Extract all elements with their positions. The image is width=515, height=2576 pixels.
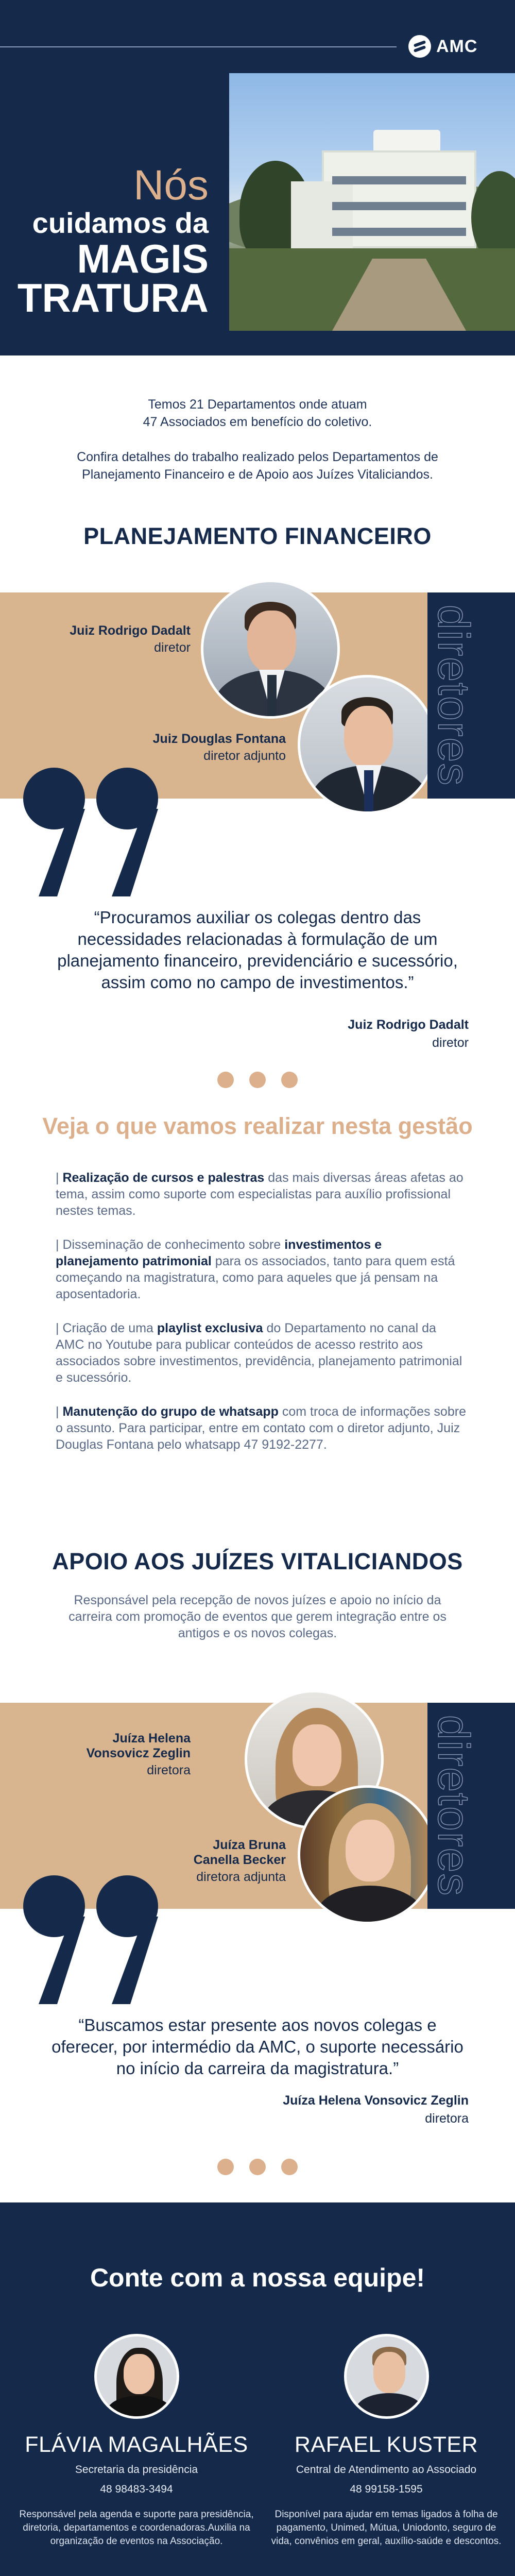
intro-line2: 47 Associados em benefício do coletivo. <box>143 415 372 429</box>
plan-item: | Disseminação de conhecimento sobre investimentos e planejamento patrimonial para os associados, tanto para quem está começando na magistratura, como para aqueles que já pensam na aposentadoria. <box>56 1238 455 1301</box>
director-name: Juiz Rodrigo Dadalt <box>70 623 191 638</box>
hero-title-line3b: TRATURA <box>17 275 209 320</box>
quote-author-apoio <box>283 2093 469 2126</box>
team-member-role: Central de Atendimento ao Associado <box>296 2464 477 2476</box>
team-member-phone[interactable]: 48 99158-1595 <box>350 2483 423 2495</box>
director-role-apoio: diretora <box>147 1763 191 1777</box>
quote-author-name: Juiz Rodrigo Dadalt <box>348 1018 469 1032</box>
team-member-avatar <box>94 2334 179 2419</box>
director-name-line1: Juíza Helena <box>112 1731 191 1745</box>
deputy-card-apoio <box>194 1838 286 1885</box>
quote-author-role: diretor <box>432 1036 469 1050</box>
quote-author-name: Juíza Helena Vonsovicz Zeglin <box>283 2093 469 2108</box>
plan-item: | Criação de uma playlist exclusiva do Departamento no canal da AMC no Youtube para publicar conteúdos de acesso restrito aos associados sobre investimentos, previdência, planejamento patrimonial e sucessório. <box>56 1321 462 1385</box>
band-side-panel <box>427 592 515 799</box>
director-card-apoio <box>87 1731 191 1778</box>
hero-title-line1: Nós <box>133 162 209 209</box>
directors-vertical-label: diretores <box>428 604 478 787</box>
deputy-director-role: diretor adjunto <box>203 749 286 763</box>
quote-planejamento: “Procuramos auxiliar os colegas dentro das necessidades relacionadas à formulação de um planejamento financeiro, previdenciário e sucessório, assim como no campo de investimentos.” <box>57 908 458 992</box>
director-role: diretor <box>154 640 191 655</box>
plan-item: | Manutenção do grupo de whatsapp com troca de informações sobre o assunto. Para participar, entre em contato com o diretor adjunto, Juiz Douglas Fontana pelo whatsapp 47 9192-2277. <box>56 1404 466 1452</box>
divider-dots <box>0 2159 515 2175</box>
team-member-role: Secretaria da presidência <box>75 2464 198 2476</box>
intro-line1: Temos 21 Departamentos onde atuam <box>148 397 367 412</box>
amc-logo[interactable] <box>408 35 477 58</box>
quote-author-role: diretora <box>425 2111 469 2126</box>
directors-vertical-label: diretores <box>428 1715 478 1897</box>
band-side-panel <box>427 1703 515 1909</box>
director-name-line2: Vonsovicz Zeglin <box>86 1746 191 1760</box>
deputy-name-line2: Canella Becker <box>193 1853 286 1867</box>
director-card <box>70 623 191 655</box>
team-member-description: Responsável pela agenda e suporte para presidência, diretoria, departamentos e coordenadoras.Auxilia na organização de eventos na Associação. <box>19 2509 254 2547</box>
intro-line3: Confira detalhes do trabalho realizado pelos Departamentos de <box>77 450 438 464</box>
plans-list <box>56 1170 468 1470</box>
deputy-role-apoio: diretora adjunta <box>196 1870 286 1884</box>
deputy-photo-apoio <box>298 1785 437 1924</box>
team-member-phone[interactable]: 48 98483-3494 <box>100 2483 173 2495</box>
plans-title: Veja o que vamos realizar nesta gestão <box>42 1113 473 1139</box>
deputy-director-name: Juiz Douglas Fontana <box>152 732 286 746</box>
team-member-name: RAFAEL KUSTER <box>294 2432 478 2457</box>
hero-title <box>0 162 209 320</box>
apoio-description: Responsável pela recepção de novos juízes e apoio no início da carreira com promoção de eventos que gerem integração entre os antigos e os novos colegas. <box>68 1593 447 1640</box>
deputy-director-card <box>153 732 286 764</box>
deputy-director-photo <box>298 675 437 814</box>
team-member-avatar <box>344 2334 429 2419</box>
divider-dots <box>0 1072 515 1088</box>
quote-apoio: “Buscamos estar presente aos novos colegas e oferecer, por intermédio da AMC, o suporte necessário no início da carreira da magistratura.” <box>52 2015 464 2078</box>
team-title: Conte com a nossa equipe! <box>90 2263 425 2292</box>
quote-mark-icon <box>23 1875 158 2009</box>
quote-author-planejamento <box>348 1018 469 1050</box>
team-section <box>0 2202 515 2576</box>
team-member-name: FLÁVIA MAGALHÃES <box>25 2432 248 2457</box>
hero-divider <box>0 46 397 47</box>
hero-title-line2: cuidamos da <box>32 207 209 239</box>
quote-mark-icon <box>23 768 158 902</box>
intro-text <box>52 396 464 483</box>
team-member-description: Disponível para ajudar em temas ligados à folha de pagamento, Unimed, Mútua, Uniodonto, seguro de vida, convênios em geral, auxílio-saúde e descontos. <box>271 2509 502 2547</box>
logo-text: AMC <box>436 36 478 56</box>
section-title-planejamento: PLANEJAMENTO FINANCEIRO <box>83 523 432 549</box>
deputy-name-line1: Juíza Bruna <box>213 1838 286 1852</box>
team-member-rafael <box>268 2334 505 2548</box>
section-title-apoio: APOIO AOS JUÍZES VITALICIANDOS <box>52 1548 463 1574</box>
hero-title-line3a: MAGIS <box>77 236 209 281</box>
team-member-flavia <box>18 2334 255 2548</box>
intro-line4: Planejamento Financeiro e de Apoio aos Juízes Vitaliciandos. <box>82 467 433 482</box>
amc-logo-icon <box>408 35 431 58</box>
headquarters-photo <box>229 73 515 331</box>
plan-item: | Realização de cursos e palestras das mais diversas áreas afetas ao tema, assim como suporte com especialistas para auxílio profissional nestes temas. <box>56 1171 464 1218</box>
hero-section <box>0 0 515 355</box>
